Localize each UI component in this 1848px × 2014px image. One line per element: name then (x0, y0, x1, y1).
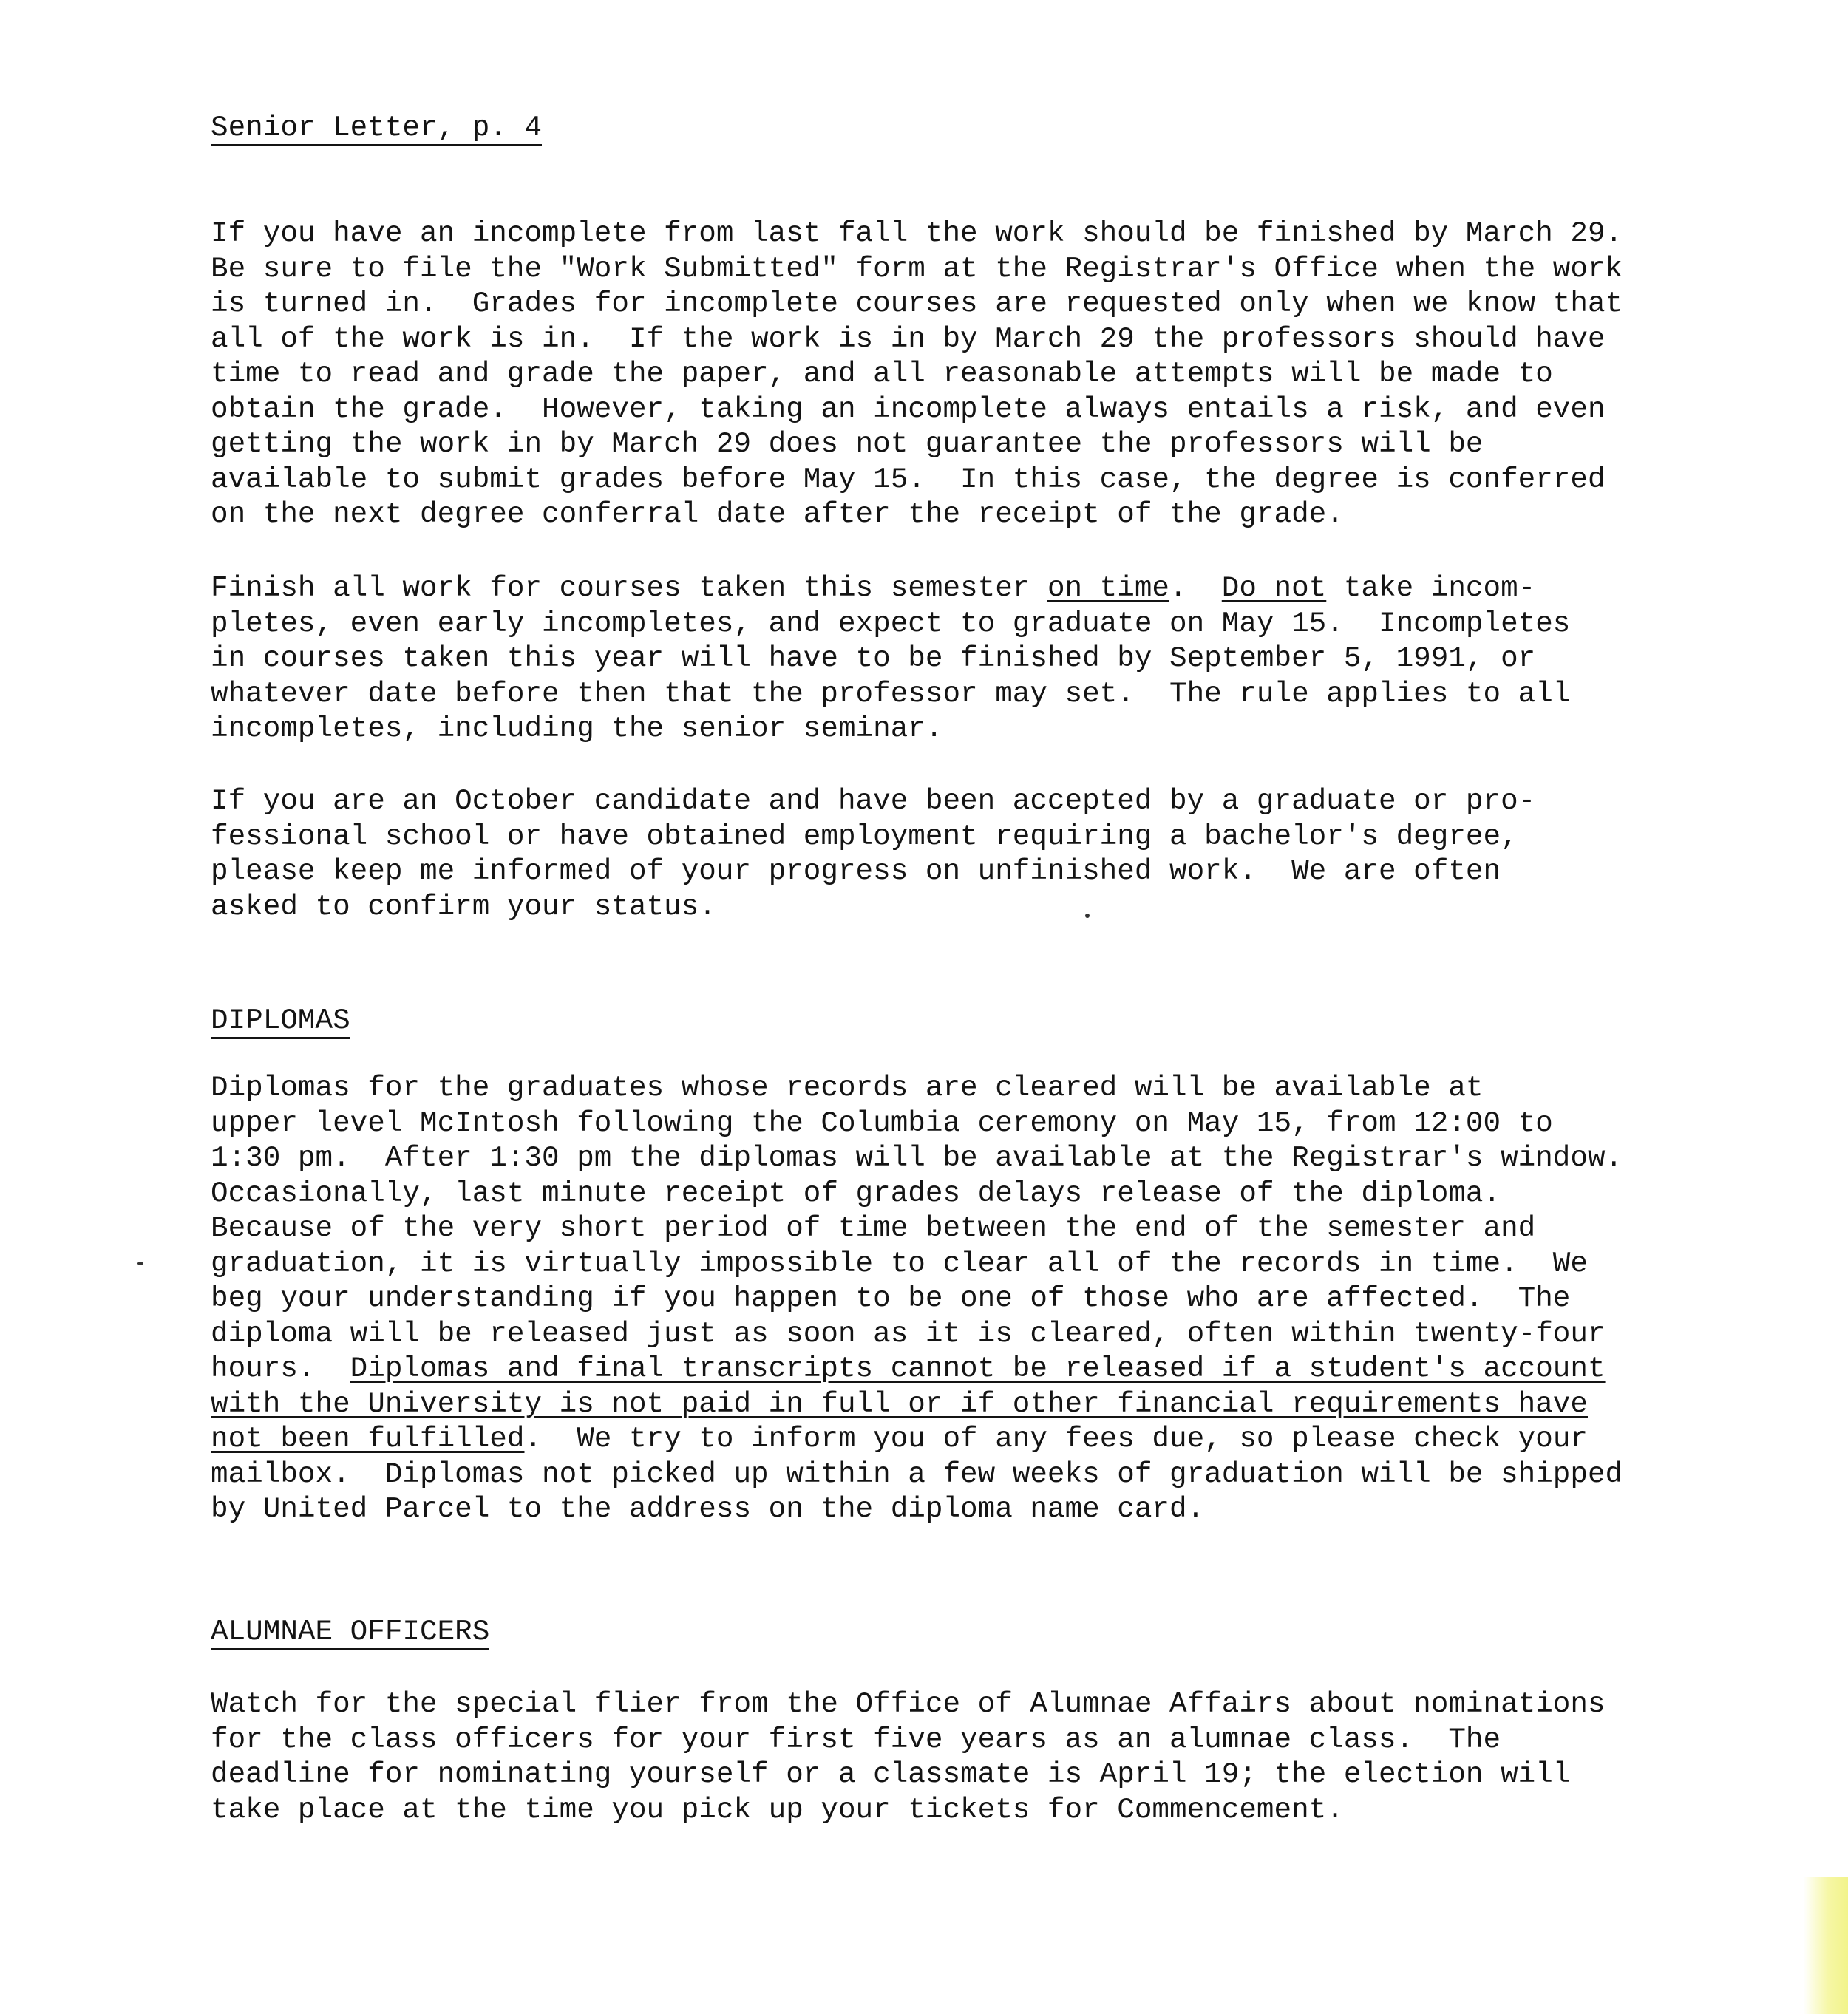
text-line: deadline for nominating yourself or a classmate is April 19; the election will (211, 1758, 1571, 1791)
underlined-text: with the University is not paid in full or if other financial requirements have (211, 1387, 1588, 1421)
section-heading: ALUMNAE OFFICERS (211, 1616, 489, 1650)
text-run: . We try to inform you of any fees due, so please check your (524, 1422, 1588, 1455)
page-header-text: Senior Letter, p. 4 (211, 112, 542, 146)
text-line: asked to confirm your status. (211, 889, 716, 923)
text-line: diploma will be released just as soon as it is cleared, often within twenty-four (211, 1316, 1606, 1350)
underlined-text: Diplomas and final transcripts cannot be released if a student's account (350, 1352, 1606, 1385)
page-header (211, 111, 542, 146)
scan-speck (137, 1262, 143, 1265)
paragraph-october-candidate (211, 783, 1674, 924)
paragraph-finish-on-time (211, 571, 1674, 746)
text-line: time to read and grade the paper, and all reasonable attempts will be made to (211, 357, 1553, 390)
underlined-text: Do not (1221, 571, 1327, 605)
text-line: 1:30 pm. After 1:30 pm the diplomas will be available at the Registrar's window. (211, 1141, 1623, 1174)
text-line (211, 1387, 1674, 1422)
text-line: obtain the grade. However, taking an incomplete always entails a risk, and even (211, 392, 1606, 426)
section-alumnae-heading (211, 1615, 489, 1650)
text-line: in courses taken this year will have to be finished by September 5, 1991, or (211, 642, 1536, 675)
text-line: take place at the time you pick up your tickets for Commencement. (211, 1792, 1344, 1826)
text-line: Diplomas for the graduates whose records are cleared will be available at (211, 1071, 1484, 1104)
text-line: for the class officers for your first five years as an alumnae class. The (211, 1722, 1501, 1756)
text-line: Because of the very short period of time between the end of the semester and (211, 1211, 1536, 1245)
text-line: by United Parcel to the address on the diploma name card. (211, 1492, 1205, 1525)
text-line: please keep me informed of your progress on unfinished work. We are often (211, 854, 1501, 888)
text-run: Finish all work for courses taken this semester (211, 571, 1047, 605)
text-line: upper level McIntosh following the Columbia ceremony on May 15, from 12:00 to (211, 1106, 1553, 1140)
paragraph-diplomas (211, 1070, 1674, 1527)
section-heading: DIPLOMAS (211, 1004, 350, 1039)
text-line: Watch for the special flier from the Office of Alumnae Affairs about nominations (211, 1687, 1606, 1721)
text-line: Occasionally, last minute receipt of grades delays release of the diploma. (211, 1176, 1501, 1210)
text-line: graduation, it is virtually impossible to clear all of the records in time. We (211, 1246, 1588, 1280)
text-line (211, 1351, 1674, 1387)
text-line (211, 571, 1674, 606)
text-line: is turned in. Grades for incomplete courses are requested only when we know that (211, 287, 1623, 320)
scan-speck (1085, 914, 1090, 918)
text-run: . (1169, 571, 1222, 605)
section-diplomas-heading (211, 1004, 350, 1039)
text-run: hours. (211, 1352, 350, 1385)
text-line: whatever date before then that the professor may set. The rule applies to all (211, 676, 1571, 710)
text-line: fessional school or have obtained employment requiring a bachelor's degree, (211, 819, 1518, 853)
text-line: pletes, even early incompletes, and expect to graduate on May 15. Incompletes (211, 606, 1571, 640)
text-run: take incom- (1326, 571, 1536, 605)
text-line: beg your understanding if you happen to be one of those who are affected. The (211, 1282, 1571, 1315)
underlined-text: on time (1047, 571, 1170, 605)
text-line: on the next degree conferral date after the receipt of the grade. (211, 497, 1344, 531)
scan-edge-tint (1804, 1877, 1848, 2014)
text-line: getting the work in by March 29 does not guarantee the professors will be (211, 427, 1484, 460)
text-line: available to submit grades before May 15. In this case, the degree is conferred (211, 462, 1606, 496)
text-line: If you are an October candidate and have been accepted by a graduate or pro- (211, 784, 1536, 817)
paragraph-incomplete-fall (211, 216, 1674, 532)
text-line: If you have an incomplete from last fall the work should be finished by March 29. (211, 217, 1623, 250)
text-line (211, 1421, 1674, 1457)
text-line: mailbox. Diplomas not picked up within a few weeks of graduation will be shipped (211, 1457, 1623, 1491)
text-line: Be sure to file the "Work Submitted" form at the Registrar's Office when the work (211, 251, 1623, 285)
text-line: all of the work is in. If the work is in by March 29 the professors should have (211, 322, 1606, 355)
paragraph-alumnae-officers (211, 1687, 1674, 1827)
text-line: incompletes, including the senior seminar. (211, 712, 943, 745)
underlined-text: not been fulfilled (211, 1422, 525, 1455)
